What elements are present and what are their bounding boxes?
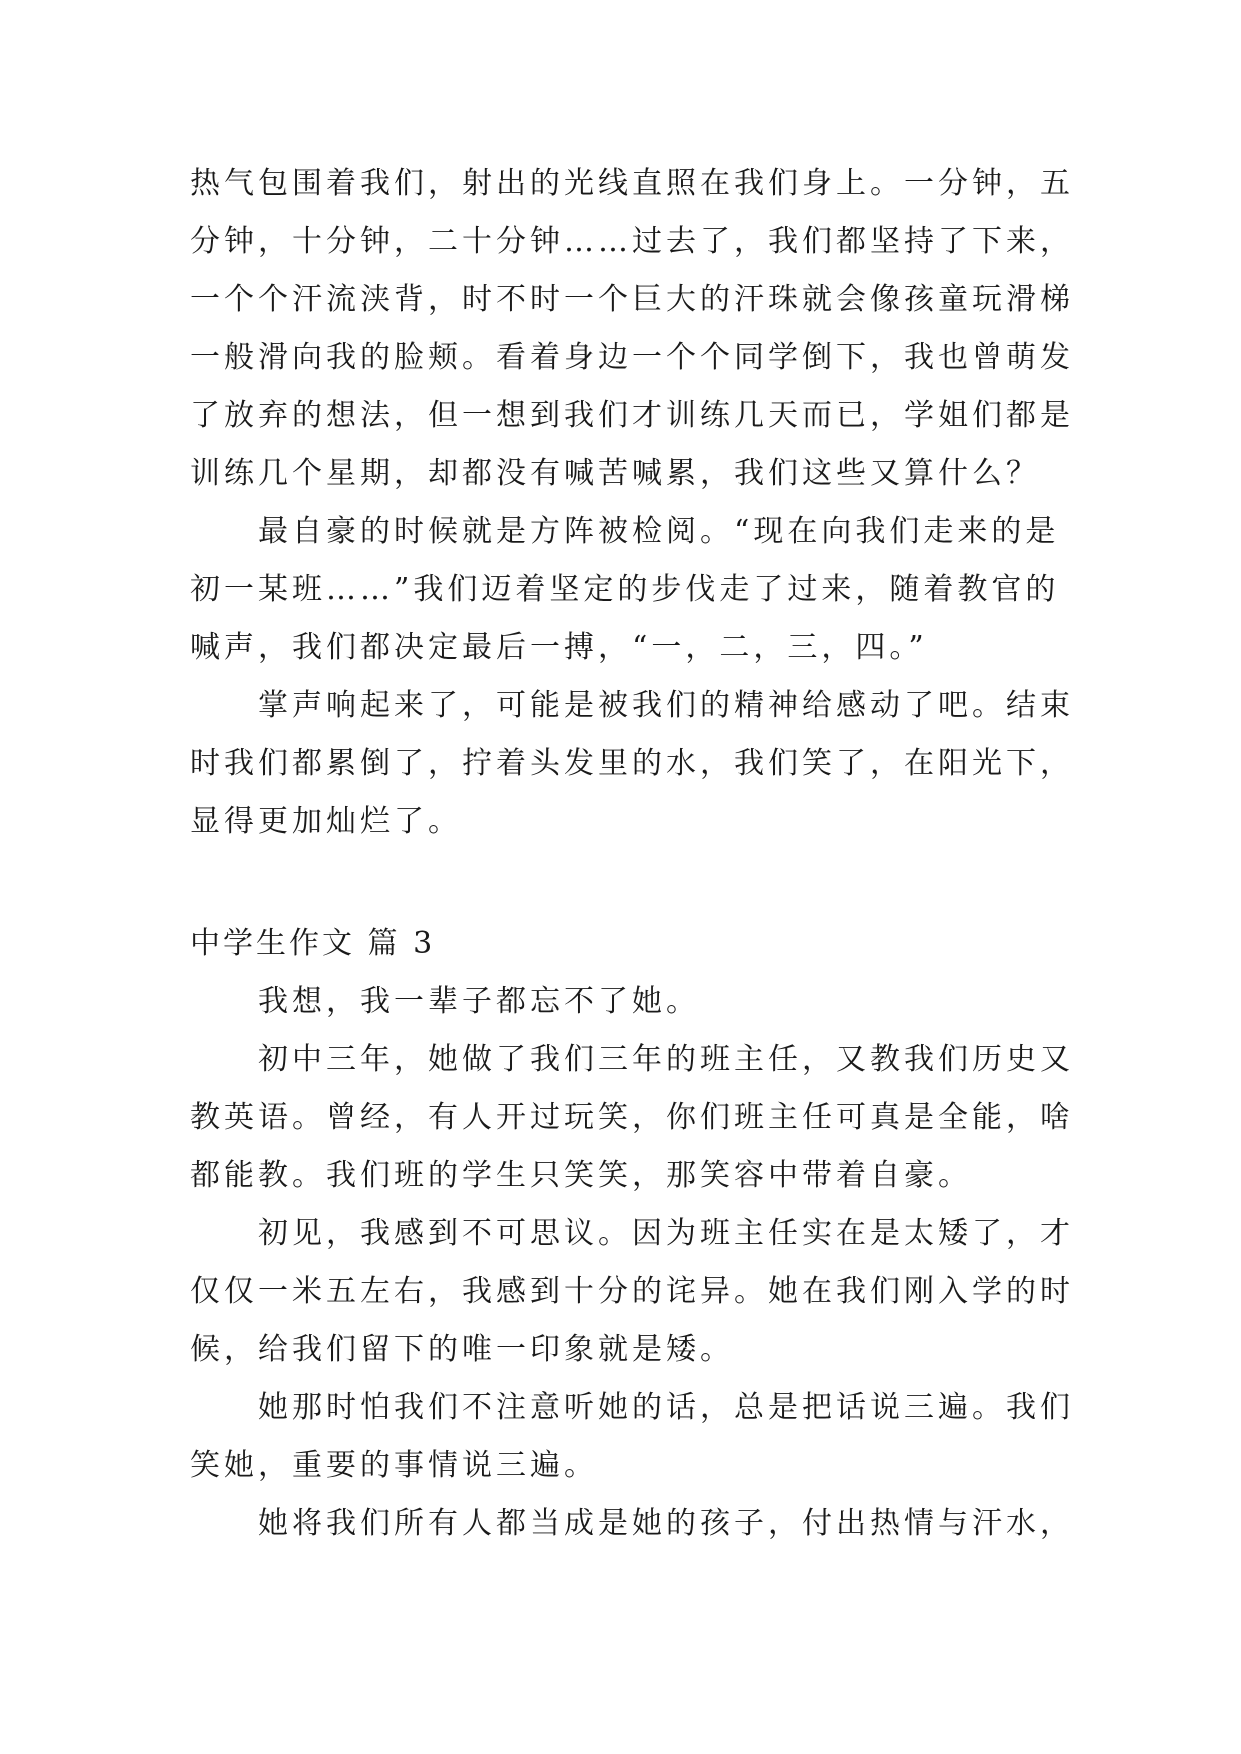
text-line: 初中三年，她做了我们三年的班主任，又教我们历史又 bbox=[190, 1042, 1074, 1077]
text-line: 训练几个星期，却都没有喊苦喊累，我们这些又算什么？ bbox=[190, 456, 1040, 491]
text-line: 一个个汗流浃背，时不时一个巨大的汗珠就会像孩童玩滑梯 bbox=[190, 282, 1074, 317]
text-line: 候，给我们留下的唯一印象就是矮。 bbox=[190, 1332, 734, 1367]
text-line: 初见，我感到不可思议。因为班主任实在是太矮了，才 bbox=[190, 1216, 1074, 1251]
text-line: 掌声响起来了，可能是被我们的精神给感动了吧。结束 bbox=[190, 688, 1074, 723]
text-line: 笑她，重要的事情说三遍。 bbox=[190, 1448, 598, 1483]
text-line: 我想，我一辈子都忘不了她。 bbox=[190, 984, 700, 1019]
text-line: 仅仅一米五左右，我感到十分的诧异。她在我们刚入学的时 bbox=[190, 1274, 1074, 1309]
text-line: 热气包围着我们，射出的光线直照在我们身上。一分钟，五 bbox=[190, 166, 1074, 201]
text-line: 都能教。我们班的学生只笑笑，那笑容中带着自豪。 bbox=[190, 1158, 972, 1193]
text-line: 初一某班……”我们迈着坚定的步伐走了过来，随着教官的 bbox=[190, 572, 1060, 607]
text-line: 她将我们所有人都当成是她的孩子，付出热情与汗水， bbox=[190, 1506, 1074, 1541]
text-line: 她那时怕我们不注意听她的话，总是把话说三遍。我们 bbox=[190, 1390, 1074, 1425]
text-line: 最自豪的时候就是方阵被检阅。“现在向我们走来的是 bbox=[190, 514, 1060, 549]
section-2-heading: 中学生作文 篇 3 bbox=[190, 926, 436, 961]
text-line: 时我们都累倒了，拧着头发里的水，我们笑了，在阳光下， bbox=[190, 746, 1074, 781]
section-2-text bbox=[190, 973, 1074, 1553]
text-line: 分钟，十分钟，二十分钟……过去了，我们都坚持了下来， bbox=[190, 224, 1074, 259]
text-line: 喊声，我们都决定最后一搏，“一，二，三，四。” bbox=[190, 630, 928, 665]
text-line: 显得更加灿烂了。 bbox=[190, 804, 462, 839]
text-line: 教英语。曾经，有人开过玩笑，你们班主任可真是全能，啥 bbox=[190, 1100, 1074, 1135]
text-line: 了放弃的想法，但一想到我们才训练几天而已，学姐们都是 bbox=[190, 398, 1074, 433]
text-line: 一般滑向我的脸颊。看着身边一个个同学倒下，我也曾萌发 bbox=[190, 340, 1074, 375]
section-1-text bbox=[190, 155, 1074, 851]
